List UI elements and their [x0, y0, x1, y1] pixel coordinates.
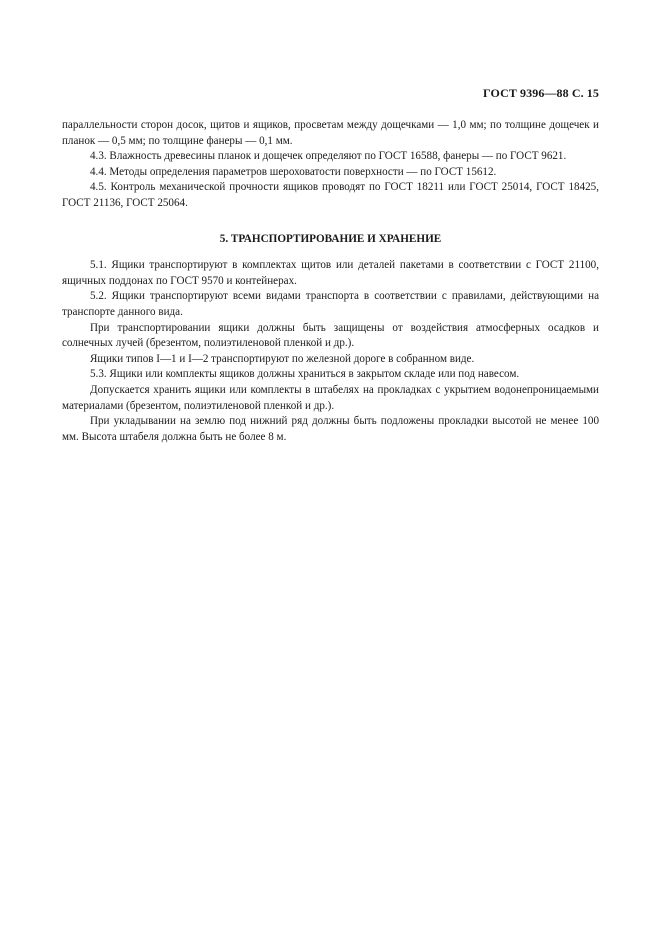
section-title: 5. ТРАНСПОРТИРОВАНИЕ И ХРАНЕНИЕ	[219, 232, 442, 245]
paragraph-4-4: 4.4. Методы определения параметров шероховатости поверхности — по ГОСТ 15612.	[90, 165, 497, 178]
paragraph-5-3: 5.3. Ящики или комплекты ящиков должны храниться в закрытом складе или под навесом.	[90, 368, 520, 381]
paragraph-continuation: параллельности сторон досок, щитов и ящиков, просветам между дощечками — 1,0 мм; по толщине дощечек и планок — 0,5 мм; по толщине фанеры — 0,1 мм.	[62, 119, 599, 147]
paragraph-stacking: Допускается хранить ящики или комплекты в штабелях на прокладках с укрытием водонепроницаемыми материалами (брезентом, полиэтиленовой пленкой и др.).	[62, 383, 599, 412]
document-body	[62, 118, 599, 445]
paragraph-4-3: 4.3. Влажность древесины планок и дощечек определяют по ГОСТ 16588, фанеры — по ГОСТ 9621.	[90, 150, 567, 163]
paragraph-ground-laying: При укладывании на землю под нижний ряд должны быть подложены прокладки высотой не менее 100 мм. Высота штабеля должна быть не более 8 м.	[62, 415, 599, 443]
paragraph-5-1: 5.1. Ящики транспортируют в комплектах щитов или деталей пакетами в соответствии с ГОСТ 21100, ящичных поддонах по ГОСТ 9570 и контейнерах.	[62, 259, 599, 287]
paragraph-rail-transport: Ящики типов I—1 и I—2 транспортируют по железной дороге в собранном виде.	[90, 352, 475, 365]
paragraph-4-5: 4.5. Контроль механической прочности ящиков проводят по ГОСТ 18211 или ГОСТ 25014, ГОСТ 18425, ГОСТ 21136, ГОСТ 25064.	[62, 181, 599, 209]
paragraph-5-2: 5.2. Ящики транспортируют всеми видами транспорта в соответствии с правилами, действующими на транспорте данного вида.	[62, 290, 599, 318]
paragraph-protection: При транспортировании ящики должны быть защищены от воздействия атмосферных осадков и солнечных лучей (брезентом, полиэтиленовой пленкой и др.).	[62, 321, 599, 350]
running-header: ГОСТ 9396—88 С. 15	[483, 86, 599, 100]
